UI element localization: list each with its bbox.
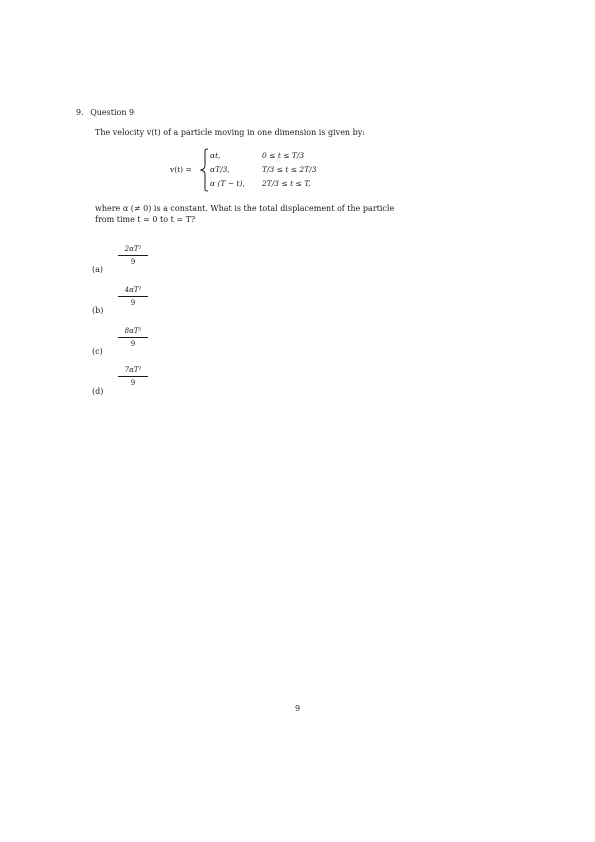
equation-row <box>210 165 370 176</box>
question-number: 9. <box>76 108 84 117</box>
piecewise-equation <box>170 148 370 192</box>
option-label: (c) <box>92 347 103 356</box>
fraction-bar <box>118 255 148 256</box>
equation-condition: 0 ≤ t ≤ T/3 <box>262 151 305 160</box>
question-stem: The velocity v(t) of a particle moving in one dimension is given by: <box>95 128 365 137</box>
equation-row <box>210 179 370 190</box>
page-number: 9 <box>294 704 301 713</box>
question-prompt-line: where α (≠ 0) is a constant. What is the total displacement of the particle <box>95 204 395 213</box>
fraction-denominator: 9 <box>130 258 136 266</box>
fraction-denominator: 9 <box>130 299 136 307</box>
fraction-denominator: 9 <box>130 340 136 348</box>
equation-expression: α (T − t), <box>210 179 245 188</box>
option-fraction <box>118 365 148 388</box>
fraction-denominator: 9 <box>130 379 136 387</box>
question-prompt <box>95 203 455 225</box>
equation-lhs: v(t) = <box>170 165 192 174</box>
fraction-bar <box>118 296 148 297</box>
left-brace-icon <box>200 148 210 192</box>
option-d[interactable] <box>92 365 172 415</box>
fraction-numerator: 2αT² <box>124 245 142 253</box>
question-prompt-line: from time t = 0 to t = T? <box>95 215 196 224</box>
equation-expression: αT/3, <box>210 165 230 174</box>
option-fraction <box>118 244 148 267</box>
fraction-numerator: 4αT² <box>124 286 142 294</box>
option-label: (b) <box>92 306 104 315</box>
equation-condition: 2T/3 ≤ t ≤ T, <box>262 179 311 188</box>
equation-expression: αt, <box>210 151 221 160</box>
question-title: Question 9 <box>90 108 135 117</box>
option-label: (a) <box>92 265 104 274</box>
option-label: (d) <box>92 387 104 396</box>
option-fraction <box>118 285 148 308</box>
question-heading <box>76 108 134 117</box>
equation-condition: T/3 ≤ t ≤ 2T/3 <box>262 165 317 174</box>
fraction-bar <box>118 337 148 338</box>
fraction-bar <box>118 376 148 377</box>
option-fraction <box>118 326 148 349</box>
equation-row <box>210 151 370 162</box>
fraction-numerator: 7αT² <box>124 366 142 374</box>
fraction-numerator: 8αT² <box>124 327 142 335</box>
